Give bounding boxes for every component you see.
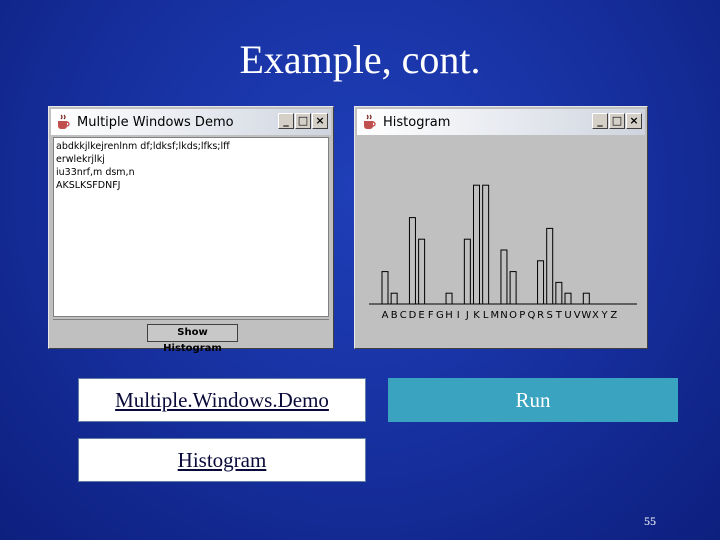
- histogram-letter-label: H: [445, 310, 453, 321]
- histogram-letter-label: A: [381, 310, 389, 321]
- histogram-letter-label: P: [519, 310, 526, 321]
- histogram-bar-o: [510, 272, 516, 304]
- histogram-bar-s: [547, 228, 553, 304]
- histogram-letter-label: E: [418, 310, 425, 321]
- close-button[interactable]: ×: [312, 113, 328, 129]
- histogram-letter-label: R: [537, 310, 545, 321]
- text-line: iu33nrf,m dsm,n: [56, 167, 135, 178]
- window-title: Histogram: [383, 114, 451, 130]
- histogram-bar-h: [446, 293, 452, 304]
- text-line: abdkkjlkejrenlnm df;ldksf;lkds;lfks;lff: [56, 141, 230, 152]
- histogram-letter-label: L: [482, 310, 489, 321]
- histogram-bar-b: [391, 293, 397, 304]
- text-line: erwlekrjlkj: [56, 154, 105, 165]
- histogram-bar-a: [382, 272, 388, 304]
- minimize-button[interactable]: _: [592, 113, 608, 129]
- histogram-letter-label: Q: [527, 310, 536, 321]
- histogram-bar-w: [583, 293, 589, 304]
- histogram-link[interactable]: Histogram: [78, 438, 366, 482]
- window-titlebar[interactable]: [357, 109, 645, 135]
- histogram-bar-n: [501, 250, 507, 304]
- histogram-window[interactable]: [354, 106, 648, 349]
- run-button[interactable]: Run: [388, 378, 678, 422]
- histogram-panel: [357, 137, 645, 346]
- histogram-letter-label: N: [500, 310, 508, 321]
- java-cup-icon: [361, 113, 379, 131]
- histogram-chart: [357, 137, 645, 347]
- text-line: AKSLKSFDNFJ: [56, 180, 121, 191]
- histogram-letter-label: C: [399, 310, 407, 321]
- histogram-bar-l: [483, 185, 489, 304]
- page-number: 55: [644, 514, 656, 528]
- histogram-bar-d: [409, 218, 415, 304]
- histogram-letter-label: G: [436, 310, 444, 321]
- slide-title: Example, cont.: [239, 37, 481, 82]
- button-bar: [53, 319, 329, 354]
- histogram-letter-label: W: [581, 310, 592, 321]
- histogram-letter-label: U: [564, 310, 572, 321]
- window-titlebar[interactable]: [51, 109, 331, 135]
- histogram-letter-label: S: [546, 310, 553, 321]
- histogram-bar-e: [419, 239, 425, 304]
- histogram-letter-label: X: [592, 310, 599, 321]
- histogram-bar-t: [556, 282, 562, 304]
- histogram-bar-k: [474, 185, 480, 304]
- histogram-bar-r: [538, 261, 544, 304]
- close-button[interactable]: ×: [626, 113, 642, 129]
- histogram-letter-label: J: [465, 310, 469, 321]
- histogram-letter-label: D: [408, 310, 417, 321]
- window-title: Multiple Windows Demo: [77, 114, 234, 130]
- maximize-button[interactable]: □: [295, 113, 311, 129]
- multiple-windows-demo-window[interactable]: [48, 106, 334, 354]
- histogram-letter-label: T: [555, 310, 562, 321]
- histogram-bar-j: [464, 239, 470, 304]
- histogram-letter-label: Z: [610, 310, 618, 321]
- multiple-windows-demo-link[interactable]: Multiple.Windows.Demo: [78, 378, 366, 422]
- histogram-letter-label: M: [490, 310, 500, 321]
- histogram-letter-label: K: [473, 310, 480, 321]
- histogram-letter-label: Y: [601, 310, 608, 321]
- histogram-letter-label: B: [390, 310, 398, 321]
- text-area[interactable]: [53, 137, 329, 317]
- java-cup-icon: [55, 113, 73, 131]
- histogram-bar-u: [565, 293, 571, 304]
- show-histogram-button[interactable]: Show Histogram: [147, 324, 238, 342]
- histogram-letter-label: V: [573, 310, 581, 321]
- histogram-letter-label: O: [509, 310, 518, 321]
- histogram-letter-label: F: [427, 310, 434, 321]
- minimize-button[interactable]: _: [278, 113, 294, 129]
- histogram-letter-label: I: [456, 310, 460, 321]
- maximize-button[interactable]: □: [609, 113, 625, 129]
